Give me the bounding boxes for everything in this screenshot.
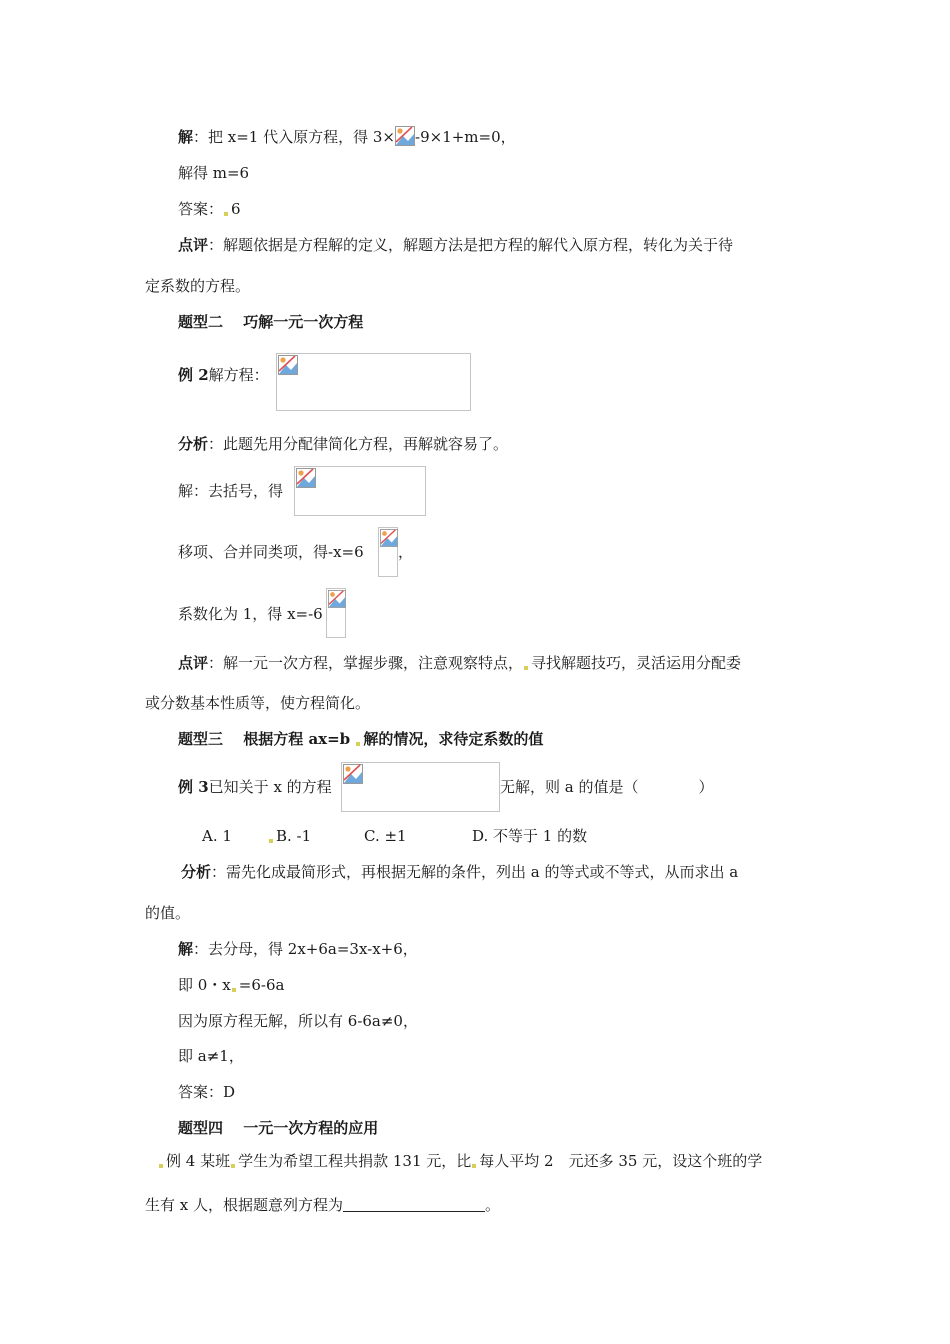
broken-image-icon	[343, 764, 363, 784]
comment-line-1: 点评：解题依据是方程解的定义，解题方法是把方程的解代入原方程，转化为关于待	[178, 236, 734, 254]
option-b: B. -1	[268, 826, 311, 846]
broken-image-icon	[380, 529, 398, 547]
comment-2-line-2: 或分数基本性质等，使方程简化。	[145, 694, 371, 712]
option-a: A. 1	[202, 827, 232, 845]
example-4-line-1: 例 4 某班 学生为希望工程共捐款 131 元，比 每人平均 2 元还多 35 元，设这个班的学	[158, 1151, 762, 1171]
answer-line: 答案： 6	[178, 200, 241, 218]
section-heading-2: 题型二 巧解一元一次方程	[178, 313, 364, 331]
section-heading-3: 题型三 根据方程 ax=b 解的情况，求待定系数的值	[178, 730, 544, 748]
step-2-2-comma: ，	[398, 543, 414, 561]
equation-image	[341, 762, 500, 812]
step-2-2: 移项、合并同类项，得-x=6	[178, 543, 364, 561]
marker	[356, 742, 360, 746]
solution-3-line-4: 即 a≠1，	[178, 1047, 244, 1065]
option-d: D. 不等于 1 的数	[472, 827, 588, 845]
solution-label: 解	[178, 128, 194, 146]
example-4-line-2: 生有 x 人，根据题意列方程为 。	[145, 1196, 501, 1214]
solution-3-line-2: 即 0・x =6-6a	[178, 976, 285, 994]
option-c: C. ±1	[364, 827, 407, 845]
equation-image	[294, 466, 426, 516]
analysis-2-line: 分析：此题先用分配律简化方程，再解就容易了。	[178, 435, 509, 453]
marker	[269, 839, 273, 843]
analysis-3-line-1: 分析：需先化成最简形式，再根据无解的条件，列出 a 的等式或不等式，从而求出 a	[181, 863, 739, 881]
step-2-1: 解：去括号，得	[178, 482, 284, 500]
marker	[231, 1164, 235, 1168]
answer-blank[interactable]	[343, 1197, 485, 1212]
solution-3-line-1: 解：去分母，得 2x+6a=3x-x+6，	[178, 940, 418, 958]
fraction-image	[378, 527, 398, 577]
solution-line-2: 解得 m=6	[178, 164, 250, 182]
marker	[224, 212, 228, 216]
section-heading-4: 题型四 一元一次方程的应用	[178, 1119, 379, 1137]
solution-3-answer: 答案：D	[178, 1083, 236, 1101]
solution-line-1: 解：把 x=1 代入原方程，得 3× -9×1+m=0，	[178, 128, 516, 146]
equation-image	[276, 353, 471, 411]
marker	[232, 988, 236, 992]
example-3-line: 例 3已知关于 x 的方程	[178, 778, 332, 796]
step-2-3: 系数化为 1，得 x=-6	[178, 605, 323, 623]
example-2-line: 例 2解方程：	[178, 366, 269, 384]
broken-image-icon	[328, 590, 346, 608]
analysis-3-line-2: 的值。	[145, 904, 191, 922]
marker	[159, 1164, 163, 1168]
example-3-tail: 无解，则 a 的值是（ ）	[500, 778, 714, 796]
broken-image-icon	[395, 126, 415, 146]
marker	[524, 666, 528, 670]
comment-2-line-1: 点评：解一元一次方程，掌握步骤，注意观察特点， 寻找解题技巧，灵活运用分配委	[178, 654, 742, 672]
solution-3-line-3: 因为原方程无解，所以有 6-6a≠0，	[178, 1012, 418, 1030]
comment-line-2: 定系数的方程。	[145, 277, 251, 295]
broken-image-icon	[296, 468, 316, 488]
broken-image-icon	[278, 355, 298, 375]
marker	[472, 1164, 476, 1168]
fraction-image	[326, 588, 346, 638]
comment-label: 点评	[178, 236, 209, 254]
